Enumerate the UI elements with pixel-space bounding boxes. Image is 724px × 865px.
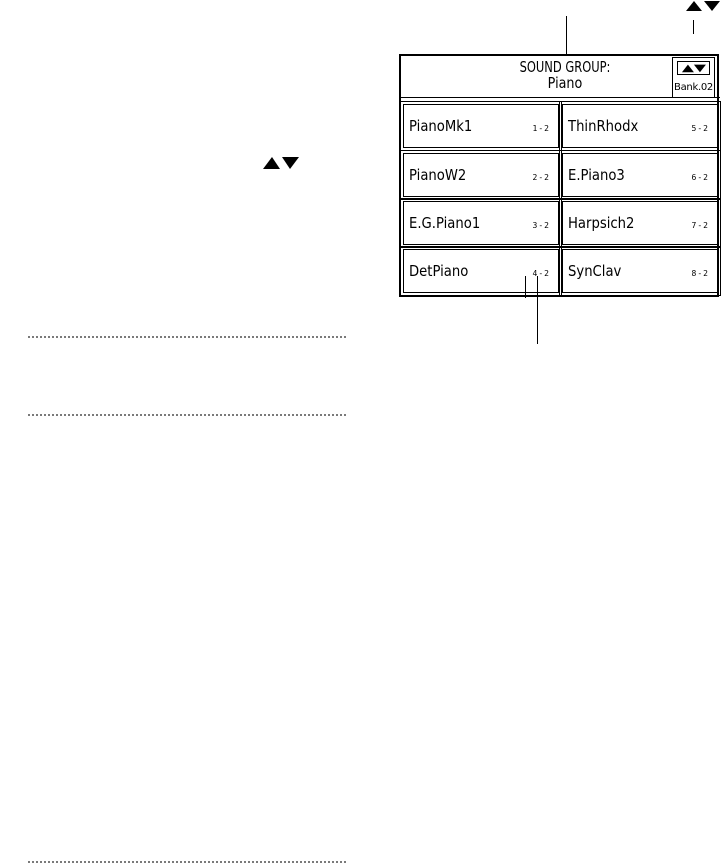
sound-number: 5-2 bbox=[691, 124, 709, 133]
sound-slot[interactable] bbox=[562, 249, 718, 293]
sound-slot[interactable] bbox=[562, 153, 718, 197]
sound-name: DetPiano bbox=[409, 262, 469, 280]
up-down-arrows-icon bbox=[262, 156, 300, 170]
sound-slot[interactable] bbox=[562, 201, 718, 245]
sound-number: 6-2 bbox=[691, 173, 709, 182]
sound-number: 7-2 bbox=[691, 221, 709, 230]
sound-name: E.Piano3 bbox=[568, 166, 625, 184]
dotted-separator bbox=[28, 336, 346, 338]
sound-number: 4-2 bbox=[532, 269, 550, 278]
bank-button-leader-line bbox=[693, 20, 694, 34]
sound-name: ThinRhodx bbox=[568, 117, 639, 135]
sound-slot[interactable] bbox=[403, 153, 559, 197]
sound-slot[interactable] bbox=[562, 104, 718, 148]
dotted-separator bbox=[28, 414, 346, 416]
callout-line bbox=[537, 276, 538, 344]
dotted-separator bbox=[28, 861, 346, 863]
sound-slot[interactable] bbox=[403, 201, 559, 245]
sound-number: 8-2 bbox=[691, 269, 709, 278]
sound-group-name: Piano bbox=[547, 74, 583, 92]
sound-name: SynClav bbox=[568, 262, 622, 280]
sound-name: PianoMk1 bbox=[409, 117, 473, 135]
up-down-arrows-icon bbox=[684, 0, 722, 12]
sound-name: E.G.Piano1 bbox=[409, 214, 481, 232]
sound-slot[interactable] bbox=[403, 249, 559, 293]
up-down-arrows-icon bbox=[677, 61, 710, 75]
bank-label: Bank.02 bbox=[674, 82, 713, 93]
bank-select-button[interactable] bbox=[672, 57, 715, 98]
sound-number: 2-2 bbox=[532, 173, 550, 182]
callout-line bbox=[525, 276, 526, 298]
sound-number: 1-2 bbox=[532, 124, 550, 133]
screen-title: SOUND GROUP: bbox=[519, 58, 611, 76]
sound-slot[interactable] bbox=[403, 104, 559, 148]
sound-number: 3-2 bbox=[532, 221, 550, 230]
sound-name: Harpsich2 bbox=[568, 214, 635, 232]
sound-name: PianoW2 bbox=[409, 166, 467, 184]
